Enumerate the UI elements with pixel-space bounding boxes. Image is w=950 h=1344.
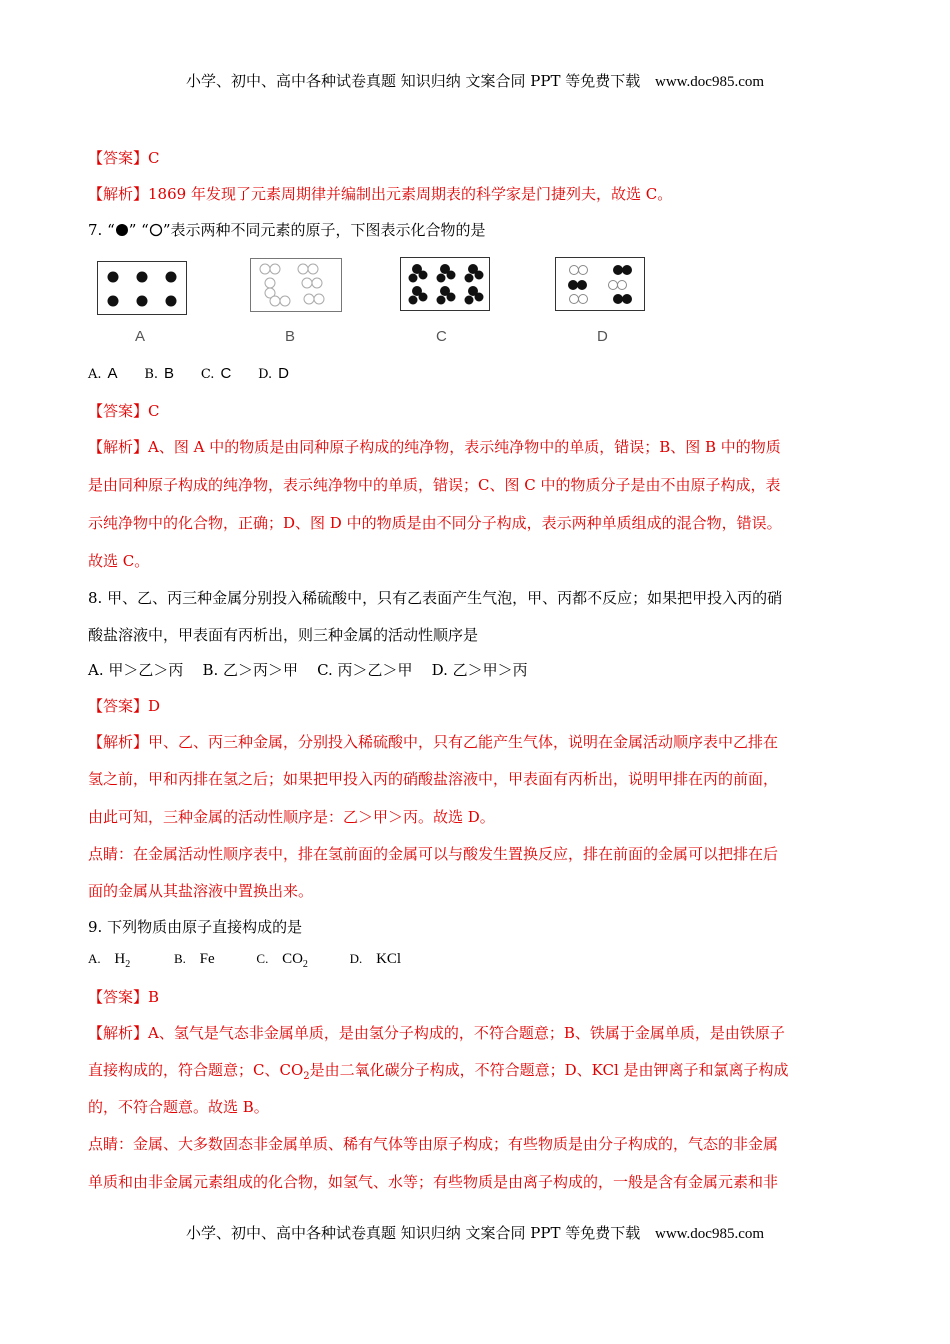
q8-options: A. 甲＞乙＞丙 B. 乙＞丙＞甲 C. 丙＞乙＞甲 D. 乙＞甲＞丙	[88, 661, 528, 679]
page-header	[0, 70, 950, 91]
option-letter: D.	[258, 367, 273, 382]
stem-part: 7. “	[88, 221, 115, 239]
q8-analysis-line-3: 由此可知，三种金属的活动性顺序是：乙＞甲＞丙。故选 D。	[88, 808, 495, 826]
option-letter: C.	[256, 951, 269, 966]
analysis-text: A、图 A 中的物质是由同种原子构成的纯净物，表示纯净物中的单质，错误；B、图 B 中的物质	[148, 438, 781, 456]
answer-value: D	[148, 697, 161, 715]
figure-c	[400, 257, 490, 311]
q8-analysis-line-2: 氢之前，甲和丙排在氢之后；如果把甲投入丙的硝酸盐溶液中，甲表面有丙析出，说明甲排在丙的前面，	[88, 770, 779, 788]
q8-analysis-line-1	[88, 731, 778, 752]
page-footer	[0, 1222, 950, 1243]
option-letter: A.	[88, 951, 101, 966]
formula: H	[114, 951, 126, 967]
figure-a	[97, 261, 187, 315]
figure-c-drawing	[401, 258, 489, 310]
footer-url[interactable]: www.doc985.com	[655, 1226, 765, 1242]
header-url[interactable]: www.doc985.com	[655, 74, 765, 90]
atom	[108, 296, 119, 307]
atom	[108, 272, 119, 283]
analysis-tag: 【解析】	[88, 733, 149, 751]
option-b[interactable]: Fe	[199, 951, 215, 967]
subscript: 2	[302, 959, 308, 970]
figure-label-c: C	[436, 328, 447, 345]
answer-value: B	[148, 988, 160, 1006]
answer-tag: 【答案】	[88, 402, 149, 420]
analysis-text: 甲、乙、丙三种金属，分别投入稀硫酸中，只有乙能产生气体，说明在金属活动顺序表中乙排在	[148, 733, 779, 751]
option-letter: B.	[173, 951, 186, 966]
figure-label-a: A	[135, 328, 146, 345]
figure-label-b: B	[285, 328, 296, 345]
q7-options	[88, 364, 311, 382]
q9-analysis-line-3: 的，不符合题意。故选 B。	[88, 1098, 269, 1116]
figure-label-d: D	[597, 328, 608, 345]
option-a[interactable]: A	[107, 365, 118, 382]
q7-stem	[88, 219, 486, 240]
white-atom-icon	[149, 223, 163, 237]
analysis-text: A、氢气是气态非金属单质，是由氢分子构成的，不符合题意；B、铁属于金属单质，是由铁原子	[148, 1024, 785, 1042]
answer-tag: 【答案】	[88, 149, 149, 167]
q6-answer	[88, 147, 160, 168]
option-a[interactable]	[114, 951, 131, 970]
black-atom-icon	[115, 223, 129, 237]
q8-note-line-2: 面的金属从其盐溶液中置换出来。	[88, 882, 314, 900]
q9-analysis-line-1	[88, 1022, 785, 1043]
option-letter: C.	[200, 367, 215, 382]
q9-note-line-1: 点睛：金属、大多数固态非金属单质、稀有气体等由原子构成；有些物质是由分子构成的，气态的非金属	[88, 1135, 779, 1153]
figure-b	[250, 258, 342, 312]
answer-value: C	[148, 402, 160, 420]
figure-b-drawing	[251, 259, 341, 311]
footer-text: 小学、初中、高中各种试卷真题 知识归纳 文案合同 PPT 等免费下载	[185, 1224, 641, 1242]
q9-note-line-2: 单质和由非金属元素组成的化合物，如氢气、水等；有些物质是由离子构成的，一般是含有金属元素和非	[88, 1173, 779, 1191]
option-letter: A.	[88, 367, 102, 382]
analysis-text: 1869 年发现了元素周期律并编制出元素周期表的科学家是门捷列夫，故选 C。	[148, 185, 673, 203]
answer-value: C	[148, 149, 160, 167]
q7-analysis-line-4: 故选 C。	[88, 552, 150, 570]
option-d[interactable]: D	[278, 365, 289, 382]
q9-options	[88, 951, 401, 970]
header-text: 小学、初中、高中各种试卷真题 知识归纳 文案合同 PPT 等免费下载	[185, 72, 641, 90]
q9-analysis-line-2	[88, 1059, 789, 1082]
atom	[166, 272, 177, 283]
analysis-tag: 【解析】	[88, 185, 149, 203]
stem-part: ” “	[128, 221, 149, 239]
q6-analysis	[88, 183, 672, 204]
option-b[interactable]: B	[164, 365, 175, 382]
stem-part: ”表示两种不同元素的原子，下图表示化合物的是	[162, 221, 486, 239]
formula: CO	[282, 951, 303, 967]
option-c[interactable]	[282, 951, 308, 970]
option-letter: B.	[144, 367, 159, 382]
atom	[166, 296, 177, 307]
q7-analysis-line-1	[88, 436, 781, 457]
figure-a-drawing	[98, 262, 186, 314]
q7-analysis-line-3: 示纯净物中的化合物，正确；D、图 D 中的物质是由不同分子构成，表示两种单质组成的混合物，错误。	[88, 514, 782, 532]
analysis-text: 直接构成的，符合题意；C、CO	[88, 1061, 304, 1079]
analysis-text: 是由二氧化碳分子构成，不符合题意；D、KCl 是由钾离子和氯离子构成	[309, 1061, 789, 1079]
q7-analysis-line-2: 是由同种原子构成的纯净物，表示纯净物中的单质，错误；C、图 C 中的物质分子是由不由原子构成，表	[88, 476, 781, 494]
q8-stem-line-1: 8. 甲、乙、丙三种金属分别投入稀硫酸中，只有乙表面产生气泡，甲、丙都不反应；如果把甲投入丙的硝	[88, 589, 783, 607]
option-d[interactable]: KCl	[376, 951, 402, 967]
answer-tag: 【答案】	[88, 697, 149, 715]
q9-answer	[88, 986, 159, 1007]
subscript: 2	[125, 959, 131, 970]
subscript: 2	[303, 1071, 310, 1082]
atom	[137, 272, 148, 283]
atom	[137, 296, 148, 307]
figure-d-drawing	[556, 258, 644, 310]
option-c[interactable]: C	[220, 365, 232, 382]
figure-d	[555, 257, 645, 311]
option-letter: D.	[349, 951, 363, 966]
q8-answer	[88, 695, 160, 716]
answer-tag: 【答案】	[88, 988, 149, 1006]
q8-note-line-1: 点睛：在金属活动性顺序表中，排在氢前面的金属可以与酸发生置换反应，排在前面的金属可以把排在后	[88, 845, 779, 863]
analysis-tag: 【解析】	[88, 438, 149, 456]
q8-stem-line-2: 酸盐溶液中，甲表面有丙析出，则三种金属的活动性顺序是	[88, 626, 479, 644]
q9-stem: 9. 下列物质由原子直接构成的是	[88, 918, 303, 936]
q7-answer	[88, 400, 160, 421]
analysis-tag: 【解析】	[88, 1024, 149, 1042]
